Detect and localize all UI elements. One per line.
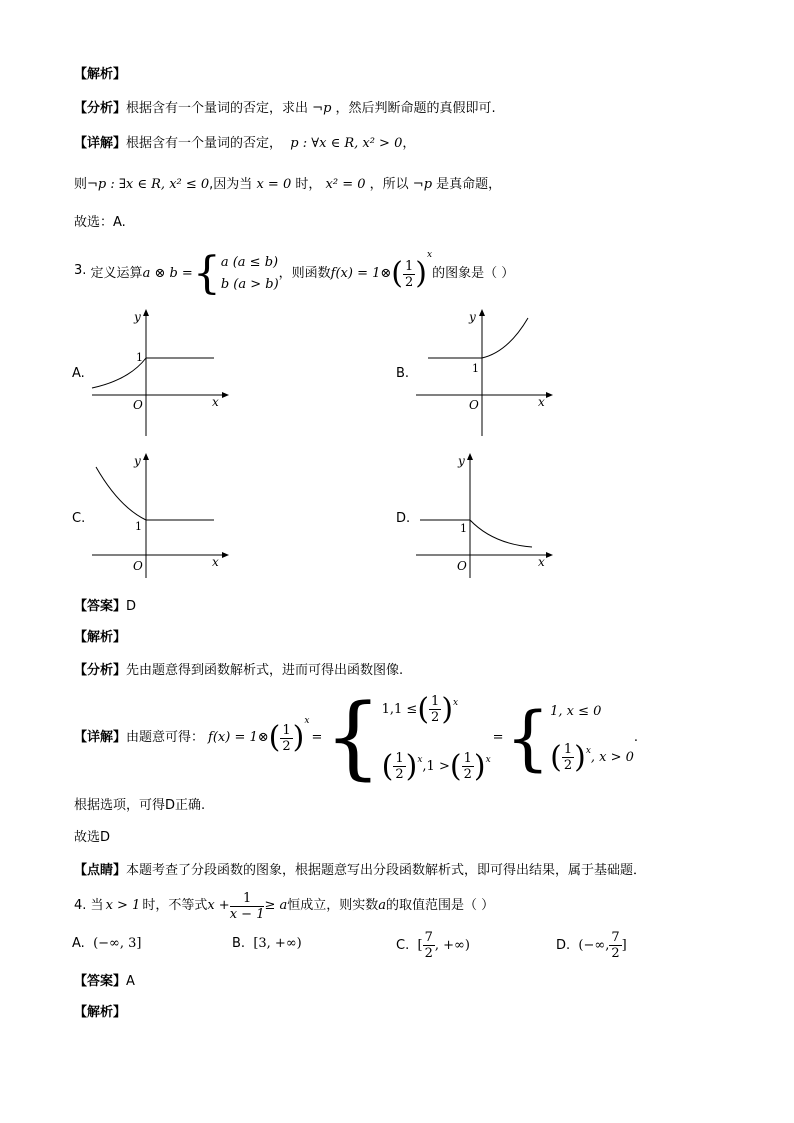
fenxi-line: 【分析】根据含有一个量词的否定，求出 ¬p ，然后判断命题的真假即可. — [74, 101, 496, 116]
option-d-label: D. — [396, 511, 411, 526]
origin-label: O — [133, 559, 143, 573]
y-label: y — [469, 310, 476, 324]
curve — [92, 358, 214, 388]
negation-line: 则¬p : ∃x ∈ R, x² ≤ 0,因为当 x = 0 时， x² = 0 ，所以 ¬p 是真命题， — [74, 177, 502, 192]
option-c-label: C. — [72, 511, 86, 526]
one-label: 1 — [136, 351, 143, 364]
choice-line: 故选：A. — [74, 215, 126, 230]
curve — [96, 467, 214, 520]
one-label: 1 — [472, 362, 479, 375]
origin-label: O — [457, 559, 467, 573]
y-label: y — [134, 310, 141, 324]
xiangjie-3: 【详解】 由题意可得： f(x) = 1⊗ ( $\frac{1}{2}$ ) x = { 1,1 ≤ ( $\frac{1}{2}$ ) x ( $\frac{1}{2}$ ) x ,1 > ( $\frac{1}{2}$ ) x = { 1, x ≤ 0 ( $\frac{1}{2}$ ) x , x > 0 . — [74, 685, 639, 790]
graph-a — [84, 308, 234, 440]
q4-option-d: D. (−∞, $\frac{7}{2}$ ] — [556, 929, 627, 961]
q4-option-b: B. [3, +∞) — [232, 936, 302, 951]
origin-label: O — [133, 398, 143, 412]
y-label: y — [134, 454, 141, 468]
origin-label: O — [469, 398, 479, 412]
x-label: x — [212, 555, 219, 569]
jiexi-heading-4: 【解析】 — [74, 1005, 127, 1020]
y-label: y — [458, 454, 465, 468]
dianjing-line: 【点睛】本题考查了分段函数的图象，根据题意写出分段函数解析式，即可得出结果，属于基础题． — [74, 863, 647, 878]
jiexi-heading-3: 【解析】 — [74, 630, 127, 645]
question-3: 3. 定义运算a ⊗ b ={ a (a ≤ b) b (a > b) ，则函数f(x) = 1⊗( $\frac{1}{2}$ )$^x$的图象是（ ） — [74, 248, 515, 299]
graph-b — [408, 308, 558, 440]
answer-4: 【答案】A — [74, 974, 135, 989]
xiangjie-line: 【详解】根据含有一个量词的否定， p : ∀x ∈ R, x² > 0， — [74, 136, 416, 151]
fenxi-3: 【分析】先由题意得到函数解析式，进而可得出函数图像. — [74, 663, 404, 678]
curve — [420, 520, 532, 547]
x-label: x — [538, 555, 545, 569]
curve — [428, 318, 528, 358]
option-b-label: B. — [396, 366, 410, 381]
guxuan-line: 故选D — [74, 830, 111, 845]
jiexi-heading: 【解析】 — [74, 67, 127, 82]
one-label: 1 — [135, 520, 142, 533]
genju-line: 根据选项，可得D正确. — [74, 798, 206, 813]
x-label: x — [538, 395, 545, 409]
q4-option-a: A. (−∞, 3] — [72, 936, 142, 951]
graph-d — [408, 452, 558, 582]
one-label: 1 — [460, 522, 467, 535]
answer-3: 【答案】D — [74, 599, 137, 614]
q4-option-c: C. [ $\frac{7}{2}$ , +∞) — [396, 929, 470, 961]
graph-c — [84, 452, 234, 582]
option-a-label: A. — [72, 366, 85, 381]
question-4: 4. 当 x > 1 时，不等式 x + $\frac{1}{x - 1}$ ≥ a 恒成立，则实数 a 的取值范围是（ ） — [74, 890, 495, 922]
x-label: x — [212, 395, 219, 409]
